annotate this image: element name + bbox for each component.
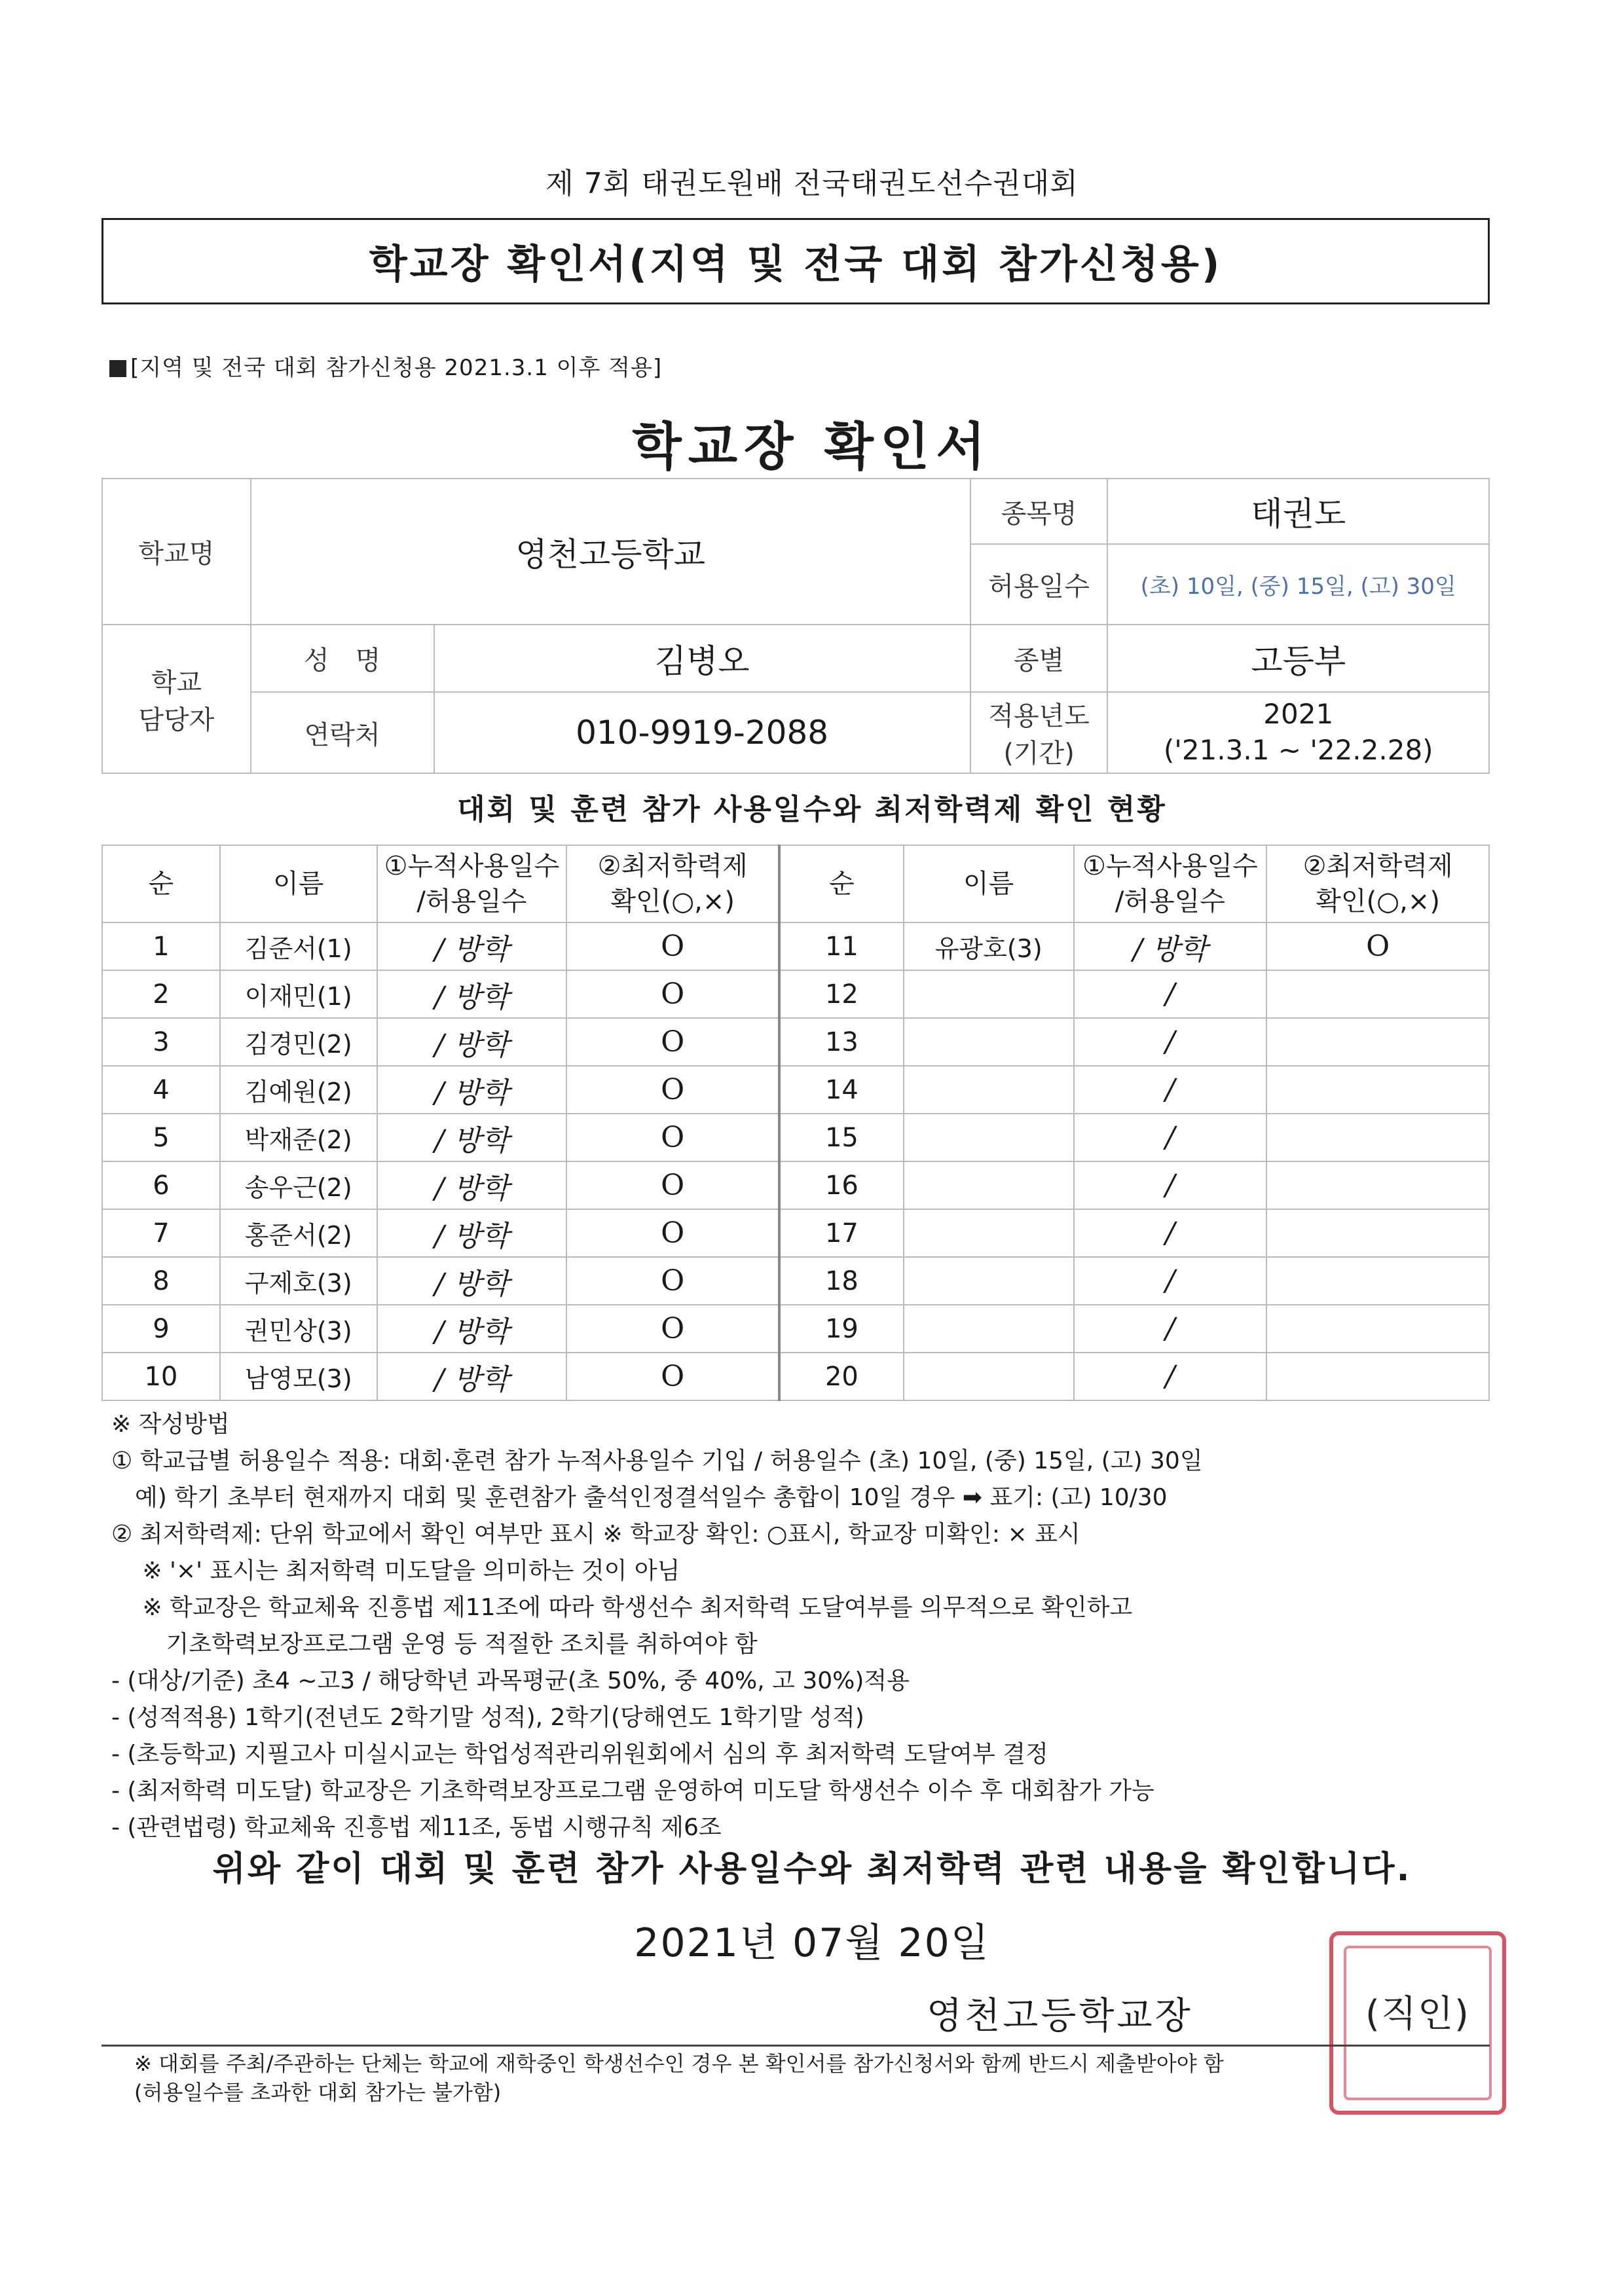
row-check: O xyxy=(566,1305,779,1353)
row-days: / xyxy=(1074,1114,1267,1161)
row-days: / xyxy=(1074,1209,1267,1257)
division-label: 종별 xyxy=(970,625,1108,692)
row-no: 19 xyxy=(779,1305,904,1353)
school-value: 영천고등학교 xyxy=(251,479,970,625)
header-name: 이름 xyxy=(220,845,377,922)
square-bullet-icon xyxy=(109,360,126,377)
row-name: 유광호(3) xyxy=(904,922,1074,970)
header-check xyxy=(566,845,779,922)
footer-note xyxy=(134,2049,1224,2107)
year-value-line-1: 2021 xyxy=(1263,698,1334,731)
form-title: 학교장 확인서(지역 및 전국 대회 참가신청용) xyxy=(369,242,1223,287)
row-days: / 방학 xyxy=(377,970,567,1018)
row-no: 3 xyxy=(102,1018,220,1066)
header-check-line-2: 확인(○,×) xyxy=(610,886,735,917)
footer-divider xyxy=(101,2045,1490,2047)
row-days: / 방학 xyxy=(377,1114,567,1161)
row-name: 박재준(2) xyxy=(220,1114,377,1161)
row-check xyxy=(1266,1353,1489,1400)
row-name xyxy=(904,1257,1074,1305)
form-title-box xyxy=(101,218,1490,304)
row-check xyxy=(1266,970,1489,1018)
row-name xyxy=(904,1066,1074,1114)
row-name xyxy=(904,970,1074,1018)
row-name: 이재민(1) xyxy=(220,970,377,1018)
table-row xyxy=(102,1161,1489,1209)
header-check-2-line-1: ②최저학력제 xyxy=(1302,851,1453,881)
year-value xyxy=(1107,692,1489,773)
table-row xyxy=(102,1114,1489,1161)
header-days-2-line-2: /허용일수 xyxy=(1115,886,1225,917)
row-no: 1 xyxy=(102,922,220,970)
row-days: / 방학 xyxy=(377,1305,567,1353)
year-label-line-2: (기간) xyxy=(1003,738,1075,769)
school-label: 학교명 xyxy=(102,479,251,625)
row-no: 9 xyxy=(102,1305,220,1353)
row-no: 4 xyxy=(102,1066,220,1114)
name-label: 성 명 xyxy=(251,625,434,692)
row-days: / xyxy=(1074,1305,1267,1353)
table-row xyxy=(102,1018,1489,1066)
usage-section-title: 대회 및 훈련 참가 사용일수와 최저학력제 확인 현황 xyxy=(457,793,1167,826)
row-no: 15 xyxy=(779,1114,904,1161)
method-line: ① 학교급별 허용일수 적용: 대회·훈련 참가 누적사용일수 기입 / 허용일수 (초) 10일, (중) 15일, (고) 30일 xyxy=(111,1448,1203,1474)
table-row xyxy=(102,1257,1489,1305)
row-no: 7 xyxy=(102,1209,220,1257)
days-label: 허용일수 xyxy=(970,544,1108,625)
row-name: 김경민(2) xyxy=(220,1018,377,1066)
row-days: / xyxy=(1074,1353,1267,1400)
row-no: 18 xyxy=(779,1257,904,1305)
row-name xyxy=(904,1018,1074,1066)
method-line: - (성적적용) 1학기(전년도 2학기말 성적), 2학기(당해연도 1학기말 성적) xyxy=(111,1704,864,1731)
row-check xyxy=(1266,1066,1489,1114)
table-row xyxy=(102,922,1489,970)
days-value: (초) 10일, (중) 15일, (고) 30일 xyxy=(1107,544,1489,625)
row-no: 17 xyxy=(779,1209,904,1257)
row-no: 8 xyxy=(102,1257,220,1305)
header-days-line-2: /허용일수 xyxy=(416,886,527,917)
row-name xyxy=(904,1209,1074,1257)
notice-text: [지역 및 전국 대회 참가신청용 2021.3.1 이후 적용] xyxy=(130,355,663,381)
phone-label: 연락처 xyxy=(251,692,434,773)
row-no: 5 xyxy=(102,1114,220,1161)
method-line: 예) 학기 초부터 현재까지 대회 및 훈련참가 출석인정결석일수 총합이 10일 경우 ➡ 표기: (고) 10/30 xyxy=(111,1484,1168,1511)
main-title: 학교장 확인서 xyxy=(632,418,992,477)
row-name xyxy=(904,1161,1074,1209)
notice xyxy=(109,350,662,382)
row-name xyxy=(904,1114,1074,1161)
contact-label-line-2: 담당자 xyxy=(138,704,215,735)
row-no: 12 xyxy=(779,970,904,1018)
row-check: O xyxy=(566,970,779,1018)
table-row xyxy=(102,970,1489,1018)
row-check: O xyxy=(1266,922,1489,970)
row-check xyxy=(1266,1114,1489,1161)
year-label-line-1: 적용년도 xyxy=(988,701,1090,731)
row-check xyxy=(1266,1209,1489,1257)
row-check xyxy=(1266,1257,1489,1305)
row-name: 남영모(3) xyxy=(220,1353,377,1400)
row-name: 홍준서(2) xyxy=(220,1209,377,1257)
confirmation-statement: 위와 같이 대회 및 훈련 참가 사용일수와 최저학력 관련 내용을 확인합니다. xyxy=(212,1850,1412,1889)
row-days: / 방학 xyxy=(1074,922,1267,970)
method-line: - (대상/기준) 초4 ~고3 / 해당학년 과목평균(초 50%, 중 40%, 고 30%)적용 xyxy=(111,1667,910,1694)
row-days: / 방학 xyxy=(377,1209,567,1257)
method-line: ※ 작성방법 xyxy=(111,1411,230,1438)
row-name xyxy=(904,1353,1074,1400)
header-days-2 xyxy=(1074,845,1267,922)
contact-label xyxy=(102,625,251,773)
row-no: 2 xyxy=(102,970,220,1018)
method-line: 기초학력보장프로그램 운영 등 적절한 조치를 취하여야 함 xyxy=(111,1631,758,1658)
row-days: / xyxy=(1074,1066,1267,1114)
row-check: O xyxy=(566,922,779,970)
method-line: ※ '×' 표시는 최저학력 미도달을 의미하는 것이 아님 xyxy=(111,1558,680,1584)
header-days-line-1: ①누적사용일수 xyxy=(384,851,560,881)
usage-table xyxy=(101,845,1490,1401)
year-label xyxy=(970,692,1108,773)
row-days: / xyxy=(1074,1018,1267,1066)
method-line: ※ 학교장은 학교체육 진흥법 제11조에 따라 학생선수 최저학력 도달여부를 의무적으로 확인하고 xyxy=(111,1594,1133,1621)
row-check: O xyxy=(566,1209,779,1257)
row-no: 6 xyxy=(102,1161,220,1209)
row-days: / xyxy=(1074,1257,1267,1305)
header-days-2-line-1: ①누적사용일수 xyxy=(1082,851,1258,881)
header-check-line-1: ②최저학력제 xyxy=(597,851,748,881)
row-days: / 방학 xyxy=(377,1353,567,1400)
row-name: 김준서(1) xyxy=(220,922,377,970)
info-table xyxy=(101,478,1490,774)
usage-header-row xyxy=(102,845,1489,922)
row-no: 20 xyxy=(779,1353,904,1400)
row-name: 송우근(2) xyxy=(220,1161,377,1209)
table-row xyxy=(102,1209,1489,1257)
row-days: / xyxy=(1074,1161,1267,1209)
sport-value: 태권도 xyxy=(1107,479,1489,544)
row-name: 김예원(2) xyxy=(220,1066,377,1114)
writing-method xyxy=(111,1406,1526,1846)
table-row xyxy=(102,1066,1489,1114)
division-value: 고등부 xyxy=(1107,625,1489,692)
row-name: 구제호(3) xyxy=(220,1257,377,1305)
row-check: O xyxy=(566,1066,779,1114)
row-days: / 방학 xyxy=(377,1257,567,1305)
row-days: / 방학 xyxy=(377,1161,567,1209)
row-no: 10 xyxy=(102,1353,220,1400)
row-no: 13 xyxy=(779,1018,904,1066)
row-check xyxy=(1266,1161,1489,1209)
year-value-line-2: ('21.3.1 ~ '22.2.28) xyxy=(1163,734,1433,766)
footer-line-1: ※ 대회를 주최/주관하는 단체는 학교에 재학중인 학생선수인 경우 본 확인서를 참가신청서와 함께 반드시 제출받아야 함 xyxy=(134,2051,1224,2076)
name-value: 김병오 xyxy=(434,625,970,692)
row-check xyxy=(1266,1018,1489,1066)
row-check: O xyxy=(566,1257,779,1305)
row-check: O xyxy=(566,1018,779,1066)
phone-value: 010-9919-2088 xyxy=(434,692,970,773)
row-name: 권민상(3) xyxy=(220,1305,377,1353)
row-days: / 방학 xyxy=(377,922,567,970)
row-check xyxy=(1266,1305,1489,1353)
header-no: 순 xyxy=(102,845,220,922)
event-title: 제 7회 태권도원배 전국태권도선수권대회 xyxy=(545,167,1079,200)
footer-line-2: (허용일수를 초과한 대회 참가는 불가함) xyxy=(134,2080,502,2105)
header-no-2: 순 xyxy=(779,845,904,922)
header-days xyxy=(377,845,567,922)
method-line: - (관련법령) 학교체육 진흥법 제11조, 동법 시행규칙 제6조 xyxy=(111,1814,722,1841)
row-days: / xyxy=(1074,970,1267,1018)
row-name xyxy=(904,1305,1074,1353)
row-check: O xyxy=(566,1161,779,1209)
row-check: O xyxy=(566,1114,779,1161)
method-line: - (초등학교) 지필고사 미실시교는 학업성적관리위원회에서 심의 후 최저학력 도달여부 결정 xyxy=(111,1741,1048,1768)
header-name-2: 이름 xyxy=(904,845,1074,922)
sport-label: 종목명 xyxy=(970,479,1108,544)
row-check: O xyxy=(566,1353,779,1400)
table-row xyxy=(102,1305,1489,1353)
header-check-2 xyxy=(1266,845,1489,922)
seal-label: (직인) xyxy=(1365,1993,1470,2035)
row-no: 14 xyxy=(779,1066,904,1114)
row-no: 16 xyxy=(779,1161,904,1209)
contact-label-line-1: 학교 xyxy=(151,667,202,698)
row-days: / 방학 xyxy=(377,1066,567,1114)
table-row xyxy=(102,1353,1489,1400)
principal-title: 영천고등학교장 xyxy=(927,1995,1193,2037)
issue-date: 2021년 07월 20일 xyxy=(634,1920,990,1966)
row-days: / 방학 xyxy=(377,1018,567,1066)
row-no: 11 xyxy=(779,922,904,970)
header-check-2-line-2: 확인(○,×) xyxy=(1316,886,1440,917)
method-line: ② 최저학력제: 단위 학교에서 확인 여부만 표시 ※ 학교장 확인: ○표시, 학교장 미확인: × 표시 xyxy=(111,1521,1080,1548)
method-line: - (최저학력 미도달) 학교장은 기초학력보장프로그램 운영하여 미도달 학생선수 이수 후 대회참가 가능 xyxy=(111,1777,1154,1804)
